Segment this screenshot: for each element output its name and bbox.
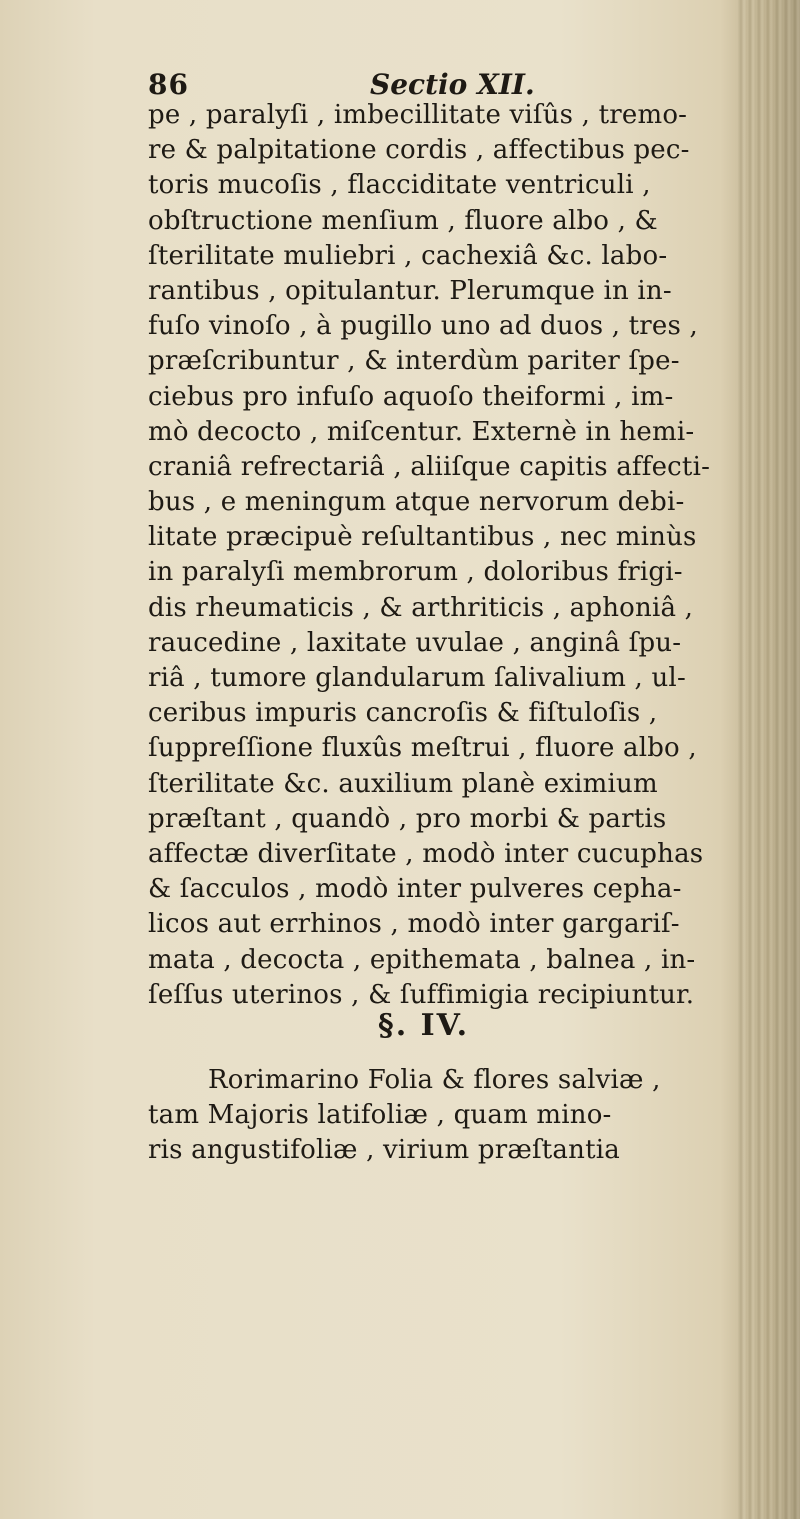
text-line: ſeſſus uterinos , & ſuffimigia recipiuntur. [148, 979, 695, 1010]
page-number: 86 [148, 68, 189, 101]
text-line: & ſacculos , modò inter pulveres cepha- [148, 874, 682, 905]
text-line: bus , e meningum atque nervorum debi- [148, 487, 685, 518]
text-line: præſcribuntur , & interdùm pariter ſpe- [148, 346, 680, 377]
text-line: licos aut errhinos , modò inter gargariſ- [148, 909, 680, 940]
text-line: tam Majoris latifoliæ , quam mino- [148, 1100, 612, 1131]
text-line: re & palpitatione cordis , affectibus pec- [148, 135, 690, 166]
text-line: præſtant , quandò , pro morbi & partis [148, 803, 667, 834]
text-line: riâ , tumore glandularum ſalivalium , ul- [148, 663, 686, 693]
body-paragraph [148, 98, 748, 1013]
text-line: toris mucoſis , flacciditate ventriculi , [148, 170, 651, 201]
text-line: ſuppreſſione fluxûs meſtrui , fluore albo , [148, 733, 697, 764]
text-line: craniâ refrectariâ , aliiſque capitis affecti- [148, 451, 711, 482]
text-line: obſtructione menſium , fluore albo , & [148, 205, 658, 236]
text-line: raucedine , laxitate uvulae , anginâ ſpu- [148, 627, 682, 658]
text-line: ſterilitate muliebri , cachexiâ &c. labo- [148, 240, 668, 271]
text-line: affectæ diverſitate , modò inter cucuphas [148, 838, 704, 869]
text-line: rantibus , opitulantur. Plerumque in in- [148, 275, 672, 306]
text-line: mata , decocta , epithemata , balnea , in- [148, 944, 696, 975]
text-line: ceribus impuris cancroſis & fiſtuloſis , [148, 698, 658, 729]
running-head: Sectio XII. [370, 68, 535, 101]
text-line: mò decocto , miſcentur. Externè in hemi- [148, 416, 695, 447]
text-line: ciebus pro infuſo aquoſo theiformi , im- [148, 381, 674, 412]
text-line: dis rheumaticis , & arthriticis , aphoniâ , [148, 592, 694, 623]
text-line: fuſo vinoſo , à pugillo uno ad duos , tres , [148, 311, 698, 342]
text-line: ſterilitate &c. auxilium planè eximium [148, 768, 658, 799]
text-line: pe , paralyſi , imbecillitate viſûs , tremo- [148, 100, 688, 130]
text-line: Rorimarino Folia & flores salviæ , [208, 1065, 661, 1095]
text-line: litate præcipuè reſultantibus , nec minùs [148, 522, 697, 553]
text-line: in paralyſi membrorum , doloribus frigi- [148, 557, 683, 588]
section-heading: §. IV. [378, 1008, 470, 1043]
text-line: ris angustifoliæ , virium præſtantia [148, 1135, 620, 1166]
section-paragraph [148, 1063, 748, 1169]
